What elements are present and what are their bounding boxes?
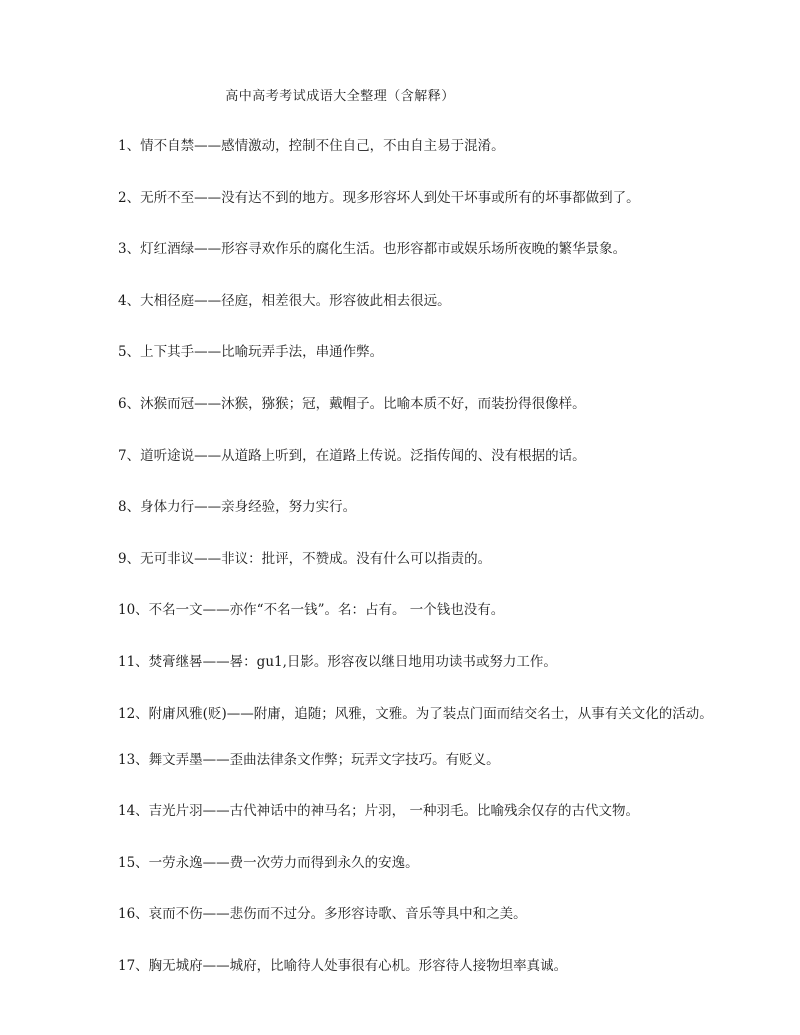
idiom-entry: 14、吉光片羽——古代神话中的神马名；片羽， 一种羽毛。比喻残余仅存的古代文物。 — [118, 803, 639, 820]
idiom-entry: 2、无所不至——没有达不到的地方。现多形容坏人到处干坏事或所有的坏事都做到了。 — [118, 189, 640, 206]
idiom-entry: 6、沐猴而冠——沐猴，猕猴；冠，戴帽子。比喻本质不好，而装扮得很像样。 — [118, 395, 586, 412]
idiom-entry: 8、身体力行——亲身经验，努力实行。 — [118, 499, 357, 516]
idiom-entry: 16、哀而不伤——悲伤而不过分。多形容诗歌、音乐等具中和之美。 — [118, 906, 527, 923]
idiom-entry: 4、大相径庭——径庭，相差很大。形容彼此相去很远。 — [118, 292, 451, 309]
idiom-entry: 15、一劳永逸——费一次劳力而得到永久的安逸。 — [118, 854, 419, 871]
idiom-entry: 9、无可非议——非议：批评，不赞成。没有什么可以指责的。 — [118, 550, 492, 567]
idiom-entry: 3、灯红酒绿——形容寻欢作乐的腐化生活。也形容都市或娱乐场所夜晚的繁华景象。 — [118, 241, 627, 258]
document-title — [0, 85, 800, 104]
idiom-entry: 17、胸无城府——城府，比喻待人处事很有心机。形容待人接物坦率真诚。 — [118, 957, 568, 974]
idiom-entry: 7、道听途说——从道路上听到，在道路上传说。泛指传闻的、没有根据的话。 — [118, 447, 586, 464]
idiom-entry: 13、舞文弄墨——歪曲法律条文作弊；玩弄文字技巧。有贬义。 — [118, 751, 500, 768]
idiom-list — [118, 133, 718, 1005]
document-title-text: 高中高考考试成语大全整理（含解释） — [225, 89, 455, 104]
idiom-entry: 10、不名一文——亦作“不名一钱”。名：占有。 一个钱也没有。 — [118, 602, 505, 619]
idiom-entry: 1、情不自禁——感情激动，控制不住自己，不由自主易于混淆。 — [118, 138, 505, 154]
idiom-entry: 11、焚膏继晷——晷：gu1,日影。形容夜以继日地用功读书或努力工作。 — [118, 653, 557, 670]
idiom-entry: 12、附庸风雅(贬)——附庸，追随；风雅，文雅。为了装点门面而结交名士，从事有关文化的活动。 — [118, 705, 713, 722]
idiom-entry: 5、上下其手——比喻玩弄手法，串通作弊。 — [118, 344, 384, 361]
